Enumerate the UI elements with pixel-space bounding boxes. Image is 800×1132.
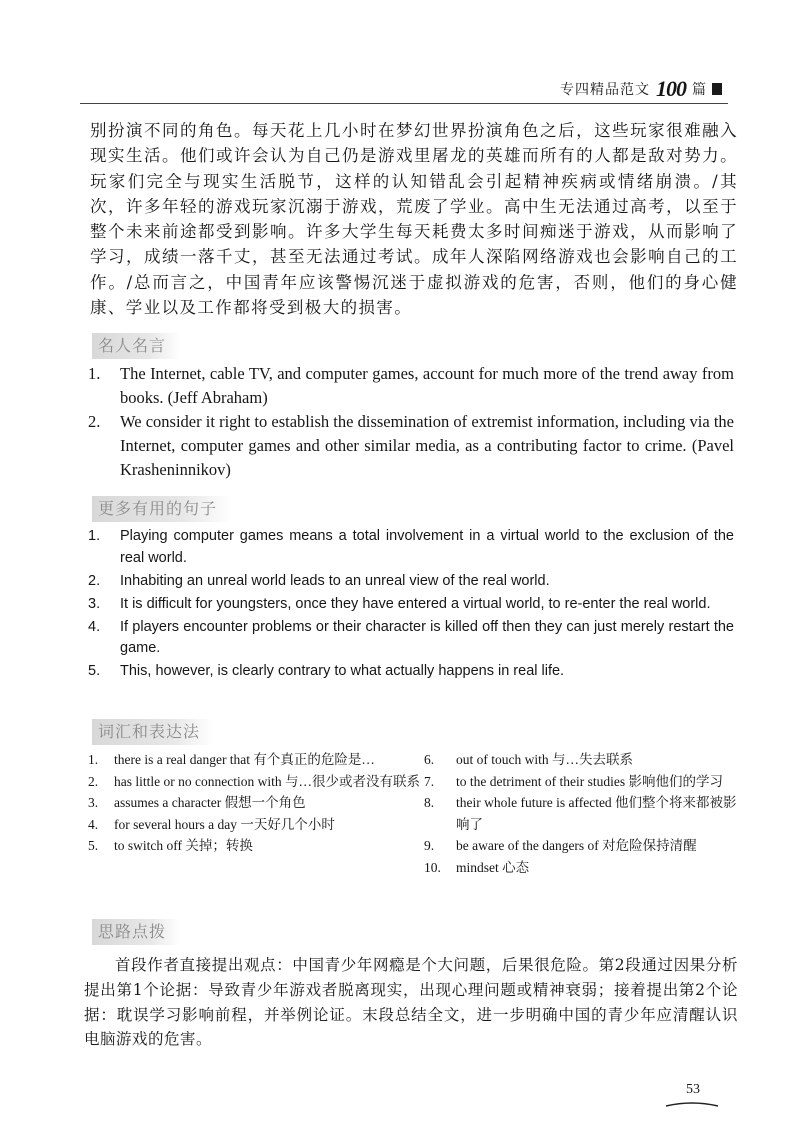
list-item-number: 2. <box>88 773 99 789</box>
header-divider <box>80 103 728 104</box>
quote-item <box>88 410 734 482</box>
intro-paragraph: 别扮演不同的角色。每天花上几小时在梦幻世界扮演角色之后，这些玩家很难融入现实生活。他们或许会认为自己仍是游戏里屠龙的英雄而所有的人都是敌对势力。玩家们完全与现实生活脱节，这样的认知错乱会引起精神疾病或情绪崩溃。/其次，许多年轻的游戏玩家沉溺于游戏，荒废了学业。高中生无法通过高考，以至于整个未来前途都受到影响。许多大学生每天耗费太多时间痴迷于游戏，从而影响了学习，成绩一落千丈，甚至无法通过考试。成年人深陷网络游戏也会影响自己的工作。/总而言之，中国青年应该警惕沉迷于虚拟游戏的危害，否则，他们的身心健康、学业以及工作都将受到极大的损害。 <box>90 121 738 318</box>
list-item-number: 2. <box>88 412 101 431</box>
section-title-quotes: 名人名言 <box>92 333 180 359</box>
sentence-item <box>88 571 734 593</box>
header-block-icon <box>712 83 722 95</box>
list-item-number: 9. <box>424 838 435 853</box>
list-item-text: It is difficult for youngsters, once they have entered a virtual world, to re-enter the real world. <box>120 595 711 612</box>
vocab-item <box>424 749 738 771</box>
list-item-number: 6. <box>424 752 435 767</box>
list-item-number: 4. <box>88 816 99 832</box>
list-item-text: for several hours a day 一天好几个小时 <box>114 816 335 832</box>
vocab-item <box>424 771 738 793</box>
vocab-item <box>424 792 738 835</box>
list-item-text: This, however, is clearly contrary to what actually happens in real life. <box>120 663 565 679</box>
list-item-text: their whole future is affected 他们整个将来都被影响了 <box>456 795 737 832</box>
page-swoosh-icon <box>664 1100 720 1108</box>
vocab-item <box>88 835 424 857</box>
section-title-analysis: 思路点拨 <box>92 919 180 945</box>
list-item-number: 8. <box>424 795 435 810</box>
list-item-number: 3. <box>88 595 101 612</box>
list-item-number: 4. <box>88 618 101 635</box>
page-number: 53 <box>686 1082 700 1097</box>
list-item-text: If players encounter problems or their character is killed off then they can just merely restart the game. <box>120 618 734 656</box>
list-item-text: mindset 心态 <box>456 859 530 875</box>
section-title-vocab: 词汇和表达法 <box>92 719 214 745</box>
vocab-item <box>424 857 738 879</box>
running-header <box>560 76 722 102</box>
list-item-text: out of touch with 与…失去联系 <box>456 752 633 767</box>
vocab-column-right <box>424 749 738 878</box>
quote-item <box>88 362 734 410</box>
list-item-number: 2. <box>88 572 101 589</box>
vocab-item <box>88 792 424 814</box>
list-item-text: has little or no connection with 与…很少或者没有联系 <box>114 773 420 789</box>
vocab-item <box>88 814 424 836</box>
list-item-text: to the detriment of their studies 影响他们的学习 <box>456 773 723 789</box>
book-title-suffix: 篇 <box>692 82 706 98</box>
sentences-list <box>88 526 734 684</box>
list-item-number: 1. <box>88 364 101 383</box>
book-title: 专四精品范文 <box>560 82 650 98</box>
vocab-column-left <box>88 749 424 878</box>
list-item-number: 10. <box>424 859 441 875</box>
list-item-text: be aware of the dangers of 对危险保持清醒 <box>456 838 697 853</box>
vocab-table <box>88 749 738 878</box>
list-item-number: 7. <box>424 773 435 789</box>
list-item-text: to switch off 关掉；转换 <box>114 838 253 853</box>
sentence-item <box>88 594 734 616</box>
list-item-number: 1. <box>88 528 101 544</box>
analysis-paragraph: 首段作者直接提出观点：中国青少年网瘾是个大问题，后果很危险。第2段通过因果分析提出第1个论据：导致青少年游戏者脱离现实，出现心理问题或精神衰弱；接着提出第2个论据：耽误学习影响前程，并举例论证。末段总结全文，进一步明确中国的青少年应清醒认识电脑游戏的危害。 <box>84 956 738 1049</box>
sentence-item <box>88 661 734 683</box>
list-item-text: Playing computer games means a total involvement in a virtual world to the exclusion of the real world. <box>120 528 734 566</box>
section-title-sentences: 更多有用的句子 <box>92 496 231 522</box>
vocab-item <box>88 749 424 771</box>
list-item-text: The Internet, cable TV, and computer games, account for much more of the trend away from books. (Jeff Abraham) <box>120 364 734 407</box>
vocab-item <box>88 771 424 793</box>
list-item-text: We consider it right to establish the dissemination of extremist information, including via the Internet, computer games and other similar media, as a contributing factor to crime. (Pavel Krasheninnikov) <box>120 412 734 479</box>
list-item-number: 3. <box>88 795 99 810</box>
list-item-number: 5. <box>88 838 99 853</box>
vocab-item <box>424 835 738 857</box>
book-title-number: 100 <box>656 76 686 101</box>
sentence-item <box>88 617 734 660</box>
list-item-number: 5. <box>88 663 101 679</box>
sentence-item <box>88 526 734 569</box>
list-item-text: assumes a character 假想一个角色 <box>114 795 306 810</box>
list-item-text: there is a real danger that 有个真正的危险是… <box>114 752 375 767</box>
list-item-text: Inhabiting an unreal world leads to an unreal view of the real world. <box>120 572 550 589</box>
list-item-number: 1. <box>88 752 99 767</box>
quotes-list <box>88 362 734 482</box>
